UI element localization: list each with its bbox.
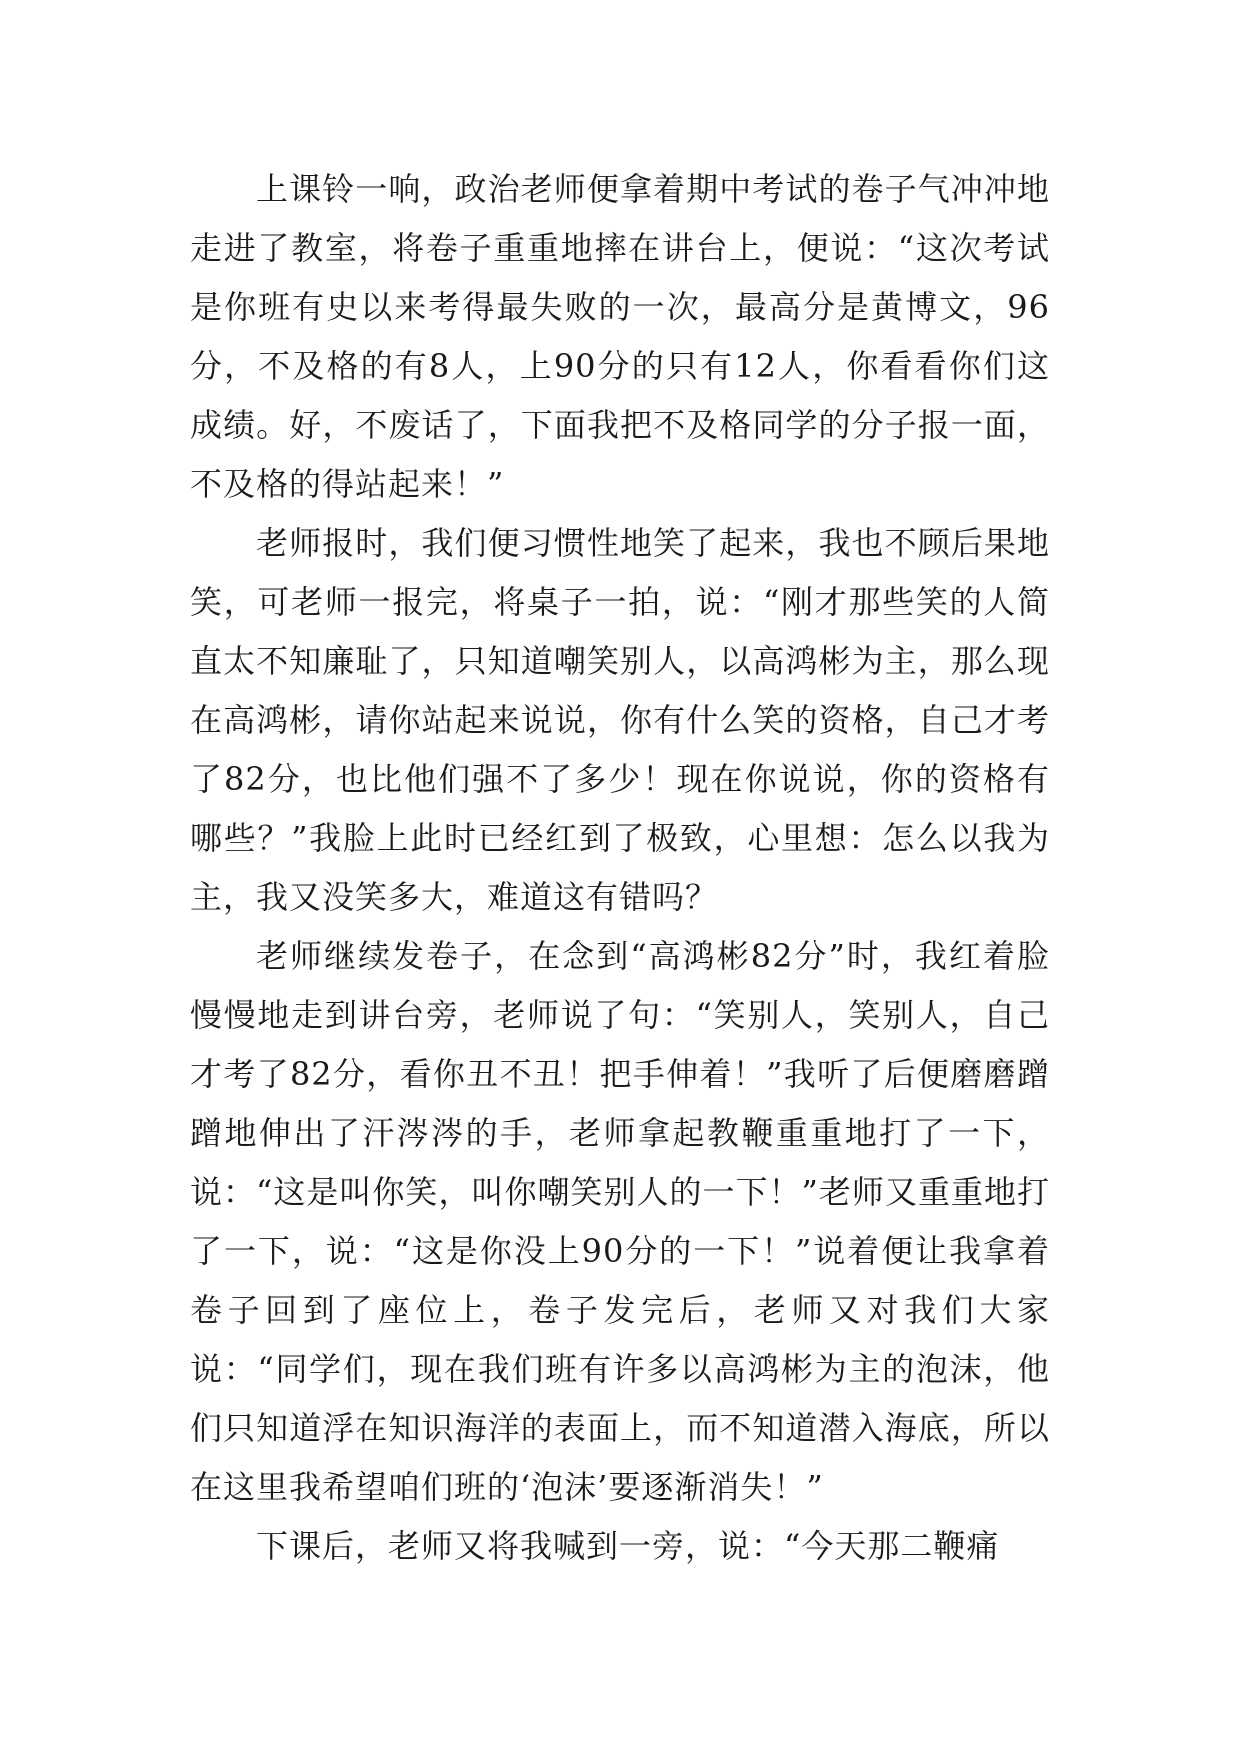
paragraph-3: 老师继续发卷子，在念到“高鸿彬82分”时，我红着脸慢慢地走到讲台旁，老师说了句：“笑别人，笑别人，自己才考了82分，看你丑不丑！把手伸着！”我听了后便磨磨蹭蹭地伸出了汗涔涔的手，老师拿起教鞭重重地打了一下，说：“这是叫你笑，叫你嘲笑别人的一下！”老师又重重地打了一下，说：“这是你没上90分的一下！”说着便让我拿着卷子回到了座位上，卷子发完后，老师又对我们大家说：“同学们，现在我们班有许多以高鸿彬为主的泡沫，他们只知道浮在知识海洋的表面上，而不知道潜入海底，所以在这里我希望咱们班的‘泡沫’要逐渐消失！”: [190, 937, 1050, 1506]
paragraph-4: 下课后，老师又将我喊到一旁，说：“今天那二鞭痛: [256, 1527, 1000, 1565]
paragraph-2: 老师报时，我们便习惯性地笑了起来，我也不顾后果地笑，可老师一报完，将桌子一拍，说：“刚才那些笑的人简直太不知廉耻了，只知道嘲笑别人，以高鸿彬为主，那么现在高鸿彬，请你站起来说说，你有什么笑的资格，自己才考了82分，也比他们强不了多少！现在你说说，你的资格有哪些？”我脸上此时已经红到了极致，心里想：怎么以我为主，我又没笑多大，难道这有错吗？: [190, 524, 1050, 916]
document-body: [190, 160, 1050, 1576]
paragraph-1: 上课铃一响，政治老师便拿着期中考试的卷子气冲冲地走进了教室，将卷子重重地摔在讲台上，便说：“这次考试是你班有史以来考得最失败的一次，最高分是黄博文，96分，不及格的有8人，上90分的只有12人，你看看你们这成绩。好，不废话了，下面我把不及格同学的分子报一面，不及格的得站起来！”: [190, 170, 1050, 503]
